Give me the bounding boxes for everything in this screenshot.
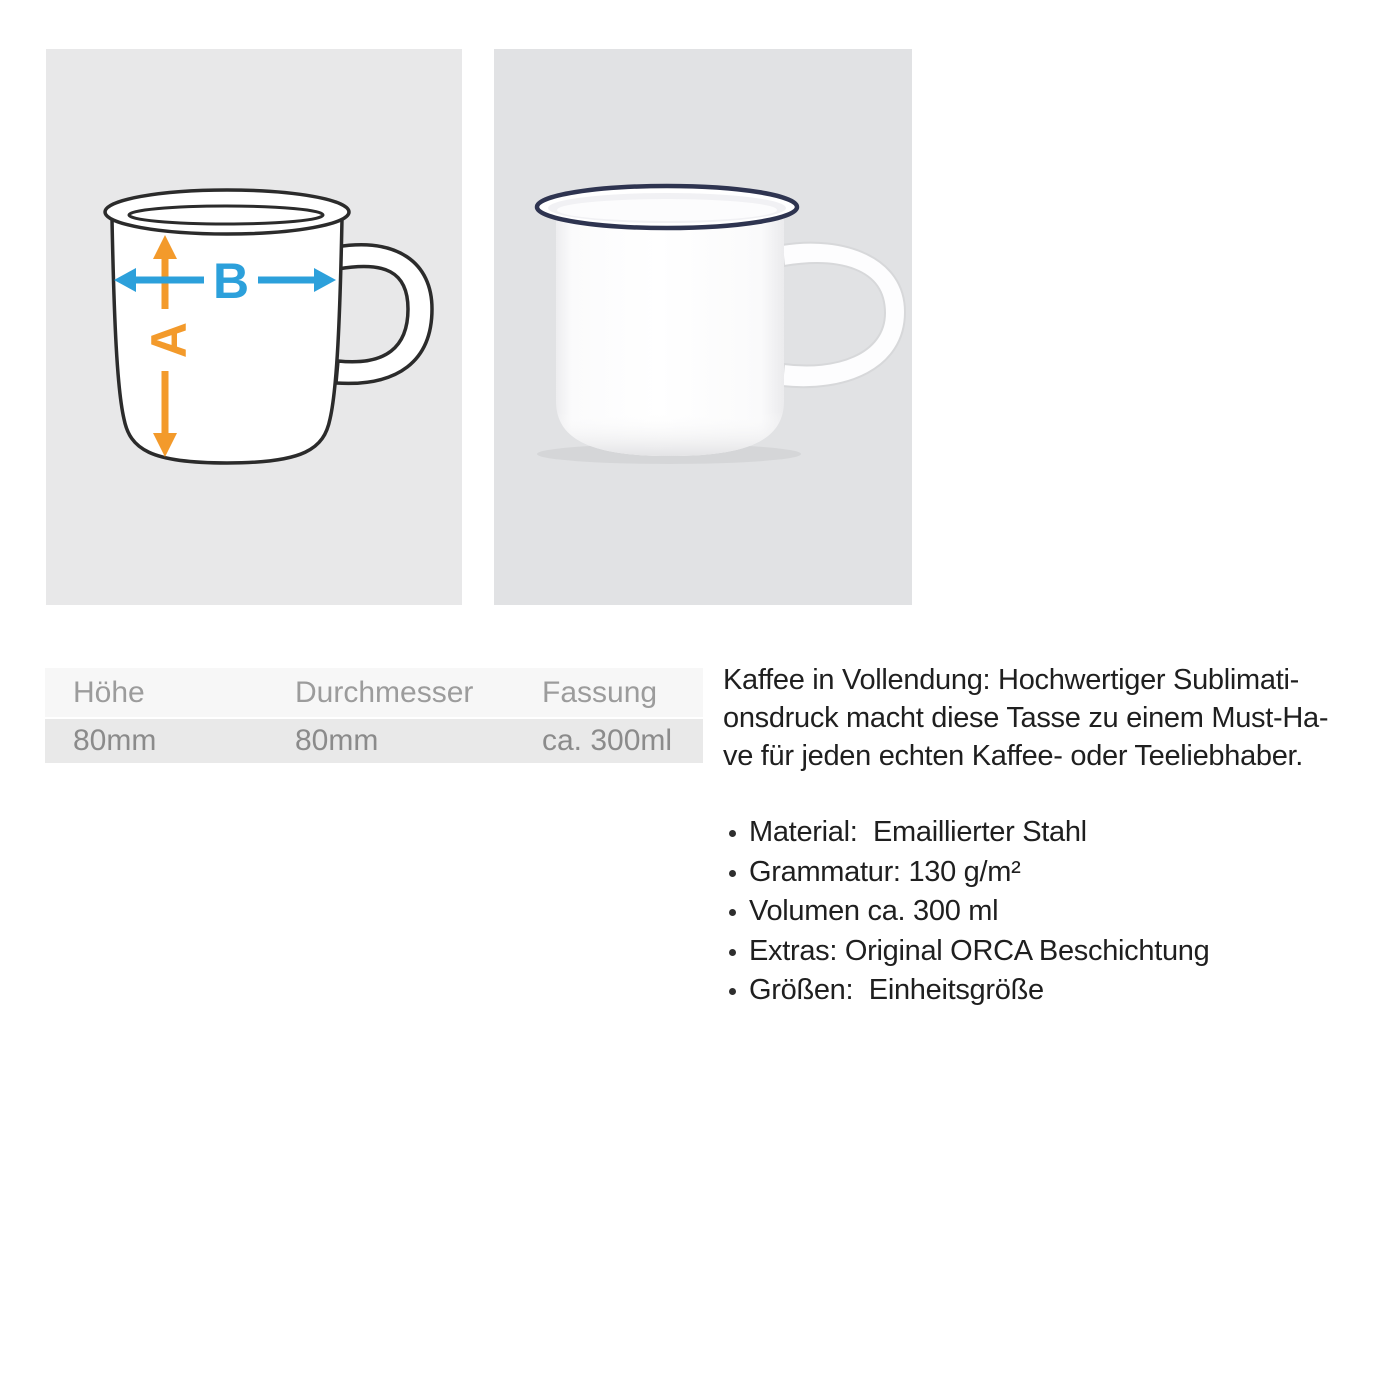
bullet-icon [729,870,736,877]
list-item-grammatur [723,853,1373,893]
size-guide-drawing [46,49,462,605]
mug-rim-inner [129,206,323,224]
list-item-volumen [723,892,1373,932]
mug-handle-outline [336,245,432,384]
list-item-material [723,813,1373,853]
photo-mug-handle [782,243,905,388]
list-item-extras [723,932,1373,972]
photo-mug-rim-interior-floor [557,199,777,221]
dimensions-table [45,668,703,763]
bullet-icon [729,909,736,916]
height-label: A [141,321,197,359]
list-item-text: Extras: Original ORCA Beschichtung [749,934,1210,967]
list-item-groessen [723,971,1373,1011]
table-value-hoehe: 80mm [73,724,157,757]
product-photo [494,49,912,605]
description-paragraph [723,661,1373,775]
paragraph-line: Kaffee in Vollendung: Hochwertiger Sublimati- [723,664,1299,696]
bullet-icon [729,830,736,837]
table-header-fassung: Fassung [542,675,658,709]
width-label: B [212,253,250,309]
table-header-hoehe: Höhe [73,675,145,709]
list-item-text: Grammatur: 130 g/m² [749,855,1021,888]
list-item-text: Volumen ca. 300 ml [749,895,999,927]
dimensions-table-row [45,719,703,763]
size-guide-panel [46,49,462,605]
list-item-text: Material: Emaillierter Stahl [749,816,1087,848]
table-value-fassung: ca. 300ml [542,724,673,757]
table-value-durchmesser: 80mm [295,724,379,757]
list-item-text: Größen: Einheitsgröße [749,974,1044,1006]
photo-mug-body-shading [556,209,784,456]
dimensions-table-header [45,668,703,717]
feature-list [723,813,1373,1011]
table-header-durchmesser: Durchmesser [295,675,474,709]
bullet-icon [729,949,736,956]
product-description [723,661,1373,1011]
bullet-icon [729,988,736,995]
product-photo-panel [494,49,912,605]
paragraph-line: ve für jeden echten Kaffee- oder Teeliebhaber. [723,740,1304,772]
paragraph-line: onsdruck macht diese Tasse zu einem Must-Ha- [723,702,1329,734]
